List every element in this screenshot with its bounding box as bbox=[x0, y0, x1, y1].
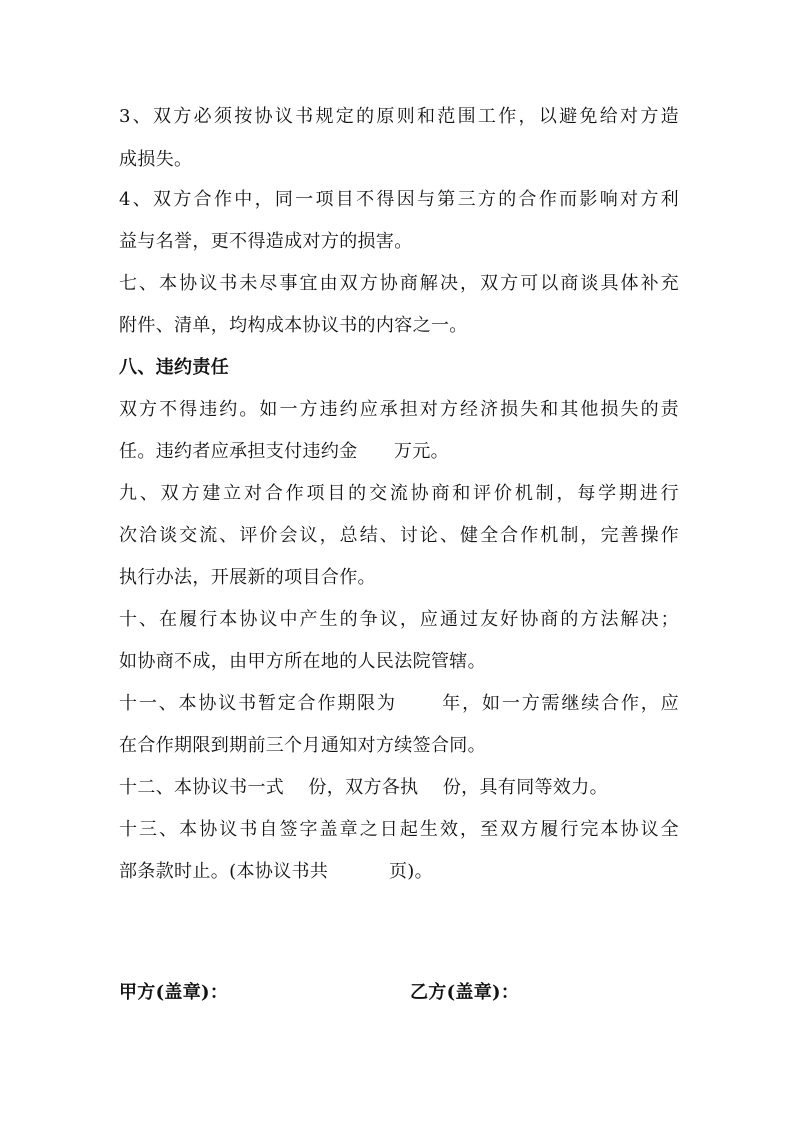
clause-3-line-2: 成损失。 bbox=[119, 149, 193, 170]
party-b-signature-label: 乙方(盖章)： bbox=[410, 982, 520, 1003]
clause-3-line-1: 3、双方必须按协议书规定的原则和范围工作，以避免给对方造 bbox=[119, 106, 679, 127]
clause-4-line-1: 4、双方合作中，同一项目不得因与第三方的合作而影响对方利 bbox=[119, 189, 679, 210]
section-13-line-2: 部条款时止。(本协议书共 页)。 bbox=[119, 861, 434, 882]
section-11-line-2: 在合作期限到期前三个月通知对方续签合同。 bbox=[119, 735, 486, 756]
section-10-line-2: 如协商不成，由甲方所在地的人民法院管辖。 bbox=[119, 651, 486, 672]
section-7-line-1: 七、本协议书未尽事宜由双方协商解决，双方可以商谈具体补充 bbox=[119, 273, 679, 294]
section-8-line-2: 任。违约者应承担支付违约金 万元。 bbox=[119, 441, 450, 462]
section-8-line-1: 双方不得违约。如一方违约应承担对方经济损失和其他损失的责 bbox=[119, 399, 679, 420]
section-9-line-3: 执行办法，开展新的项目合作。 bbox=[119, 567, 376, 588]
section-9-line-2: 次洽谈交流、评价会议，总结、讨论、健全合作机制，完善操作 bbox=[119, 525, 679, 546]
section-9-line-1: 九、双方建立对合作项目的交流协商和评价机制，每学期进行 bbox=[119, 483, 679, 504]
section-12-line-1: 十二、本协议书一式 份，双方各执 份，具有同等效力。 bbox=[119, 777, 608, 798]
section-13-line-1: 十三、本协议书自签字盖章之日起生效，至双方履行完本协议全 bbox=[119, 819, 679, 840]
section-8-heading: 八、违约责任 bbox=[119, 357, 230, 378]
party-a-signature-label: 甲方(盖章)： bbox=[119, 982, 229, 1003]
section-7-line-2: 附件、清单，均构成本协议书的内容之一。 bbox=[119, 315, 468, 336]
section-10-line-1: 十、在履行本协议中产生的争议，应通过友好协商的方法解决； bbox=[119, 609, 679, 630]
section-11-line-1: 十一、本协议书暂定合作期限为 年，如一方需继续合作，应 bbox=[119, 693, 679, 714]
clause-4-line-2: 益与名誉，更不得造成对方的损害。 bbox=[119, 231, 413, 252]
